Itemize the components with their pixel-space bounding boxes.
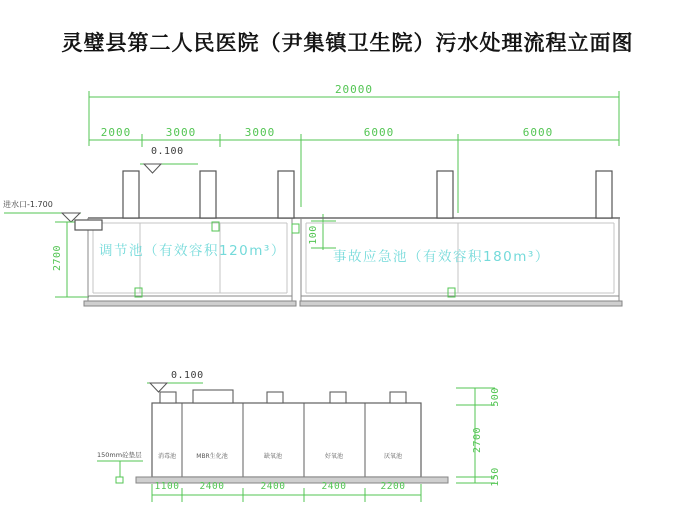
compartment-label-3: 缺氧池 [263, 453, 282, 460]
bottom-tank-structure [136, 390, 448, 483]
drawing-title: 灵璧县第二人民医院（尹集镇卫生院）污水处理流程立面图 [61, 31, 634, 55]
top-tank-vent-columns [123, 171, 612, 218]
bottom-segment-dimension-label-4: 2400 [321, 481, 347, 492]
emergency-tank-label: 事故应急池（有效容积180m³） [333, 249, 550, 265]
bottom-segment-dimension-label-3: 2400 [260, 481, 286, 492]
segment-dimension-label-5: 6000 [522, 126, 554, 139]
compartment-label-5: 厌氧池 [383, 453, 402, 460]
compartment-label-2: MBR生化池 [196, 453, 228, 460]
right-dimension-label-1: 500 [490, 387, 501, 407]
right-dimension-label-2: 2700 [472, 426, 483, 454]
bottom-level-mark-label: 0.100 [171, 370, 204, 381]
bottom-segment-dimension-label-5: 2200 [380, 481, 406, 492]
overall-dimension-label: 20000 [334, 83, 374, 96]
regulating-tank-label: 调节池（有效容积120m³） [99, 243, 286, 259]
top-depth-dimension-label: 2700 [52, 244, 63, 272]
inlet-mark-symbol [4, 213, 81, 222]
bottom-segment-dimension-label-2: 2400 [199, 481, 225, 492]
segment-dimension-label-3: 3000 [244, 126, 276, 139]
segment-dimension-label-4: 6000 [363, 126, 395, 139]
segment-dimension-label-2: 3000 [165, 126, 197, 139]
inlet-pipe-box [75, 220, 102, 230]
segment-dimension-label-1: 2000 [100, 126, 132, 139]
top-level-mark-label: 0.100 [151, 146, 184, 157]
right-dimension-label-3: 150 [490, 467, 501, 487]
inlet-mark-label: 进水口-1.700 [3, 200, 53, 209]
compartment-label-4: 好氧池 [324, 453, 343, 460]
base-note-label: 150mm砼垫层 [97, 451, 142, 459]
compartment-label-1: 消毒池 [157, 453, 176, 460]
top-level-mark-symbol [140, 164, 198, 173]
top-freeboard-dimension-label: 100 [308, 225, 319, 245]
bottom-segment-dimension-label-1: 1100 [154, 481, 180, 492]
